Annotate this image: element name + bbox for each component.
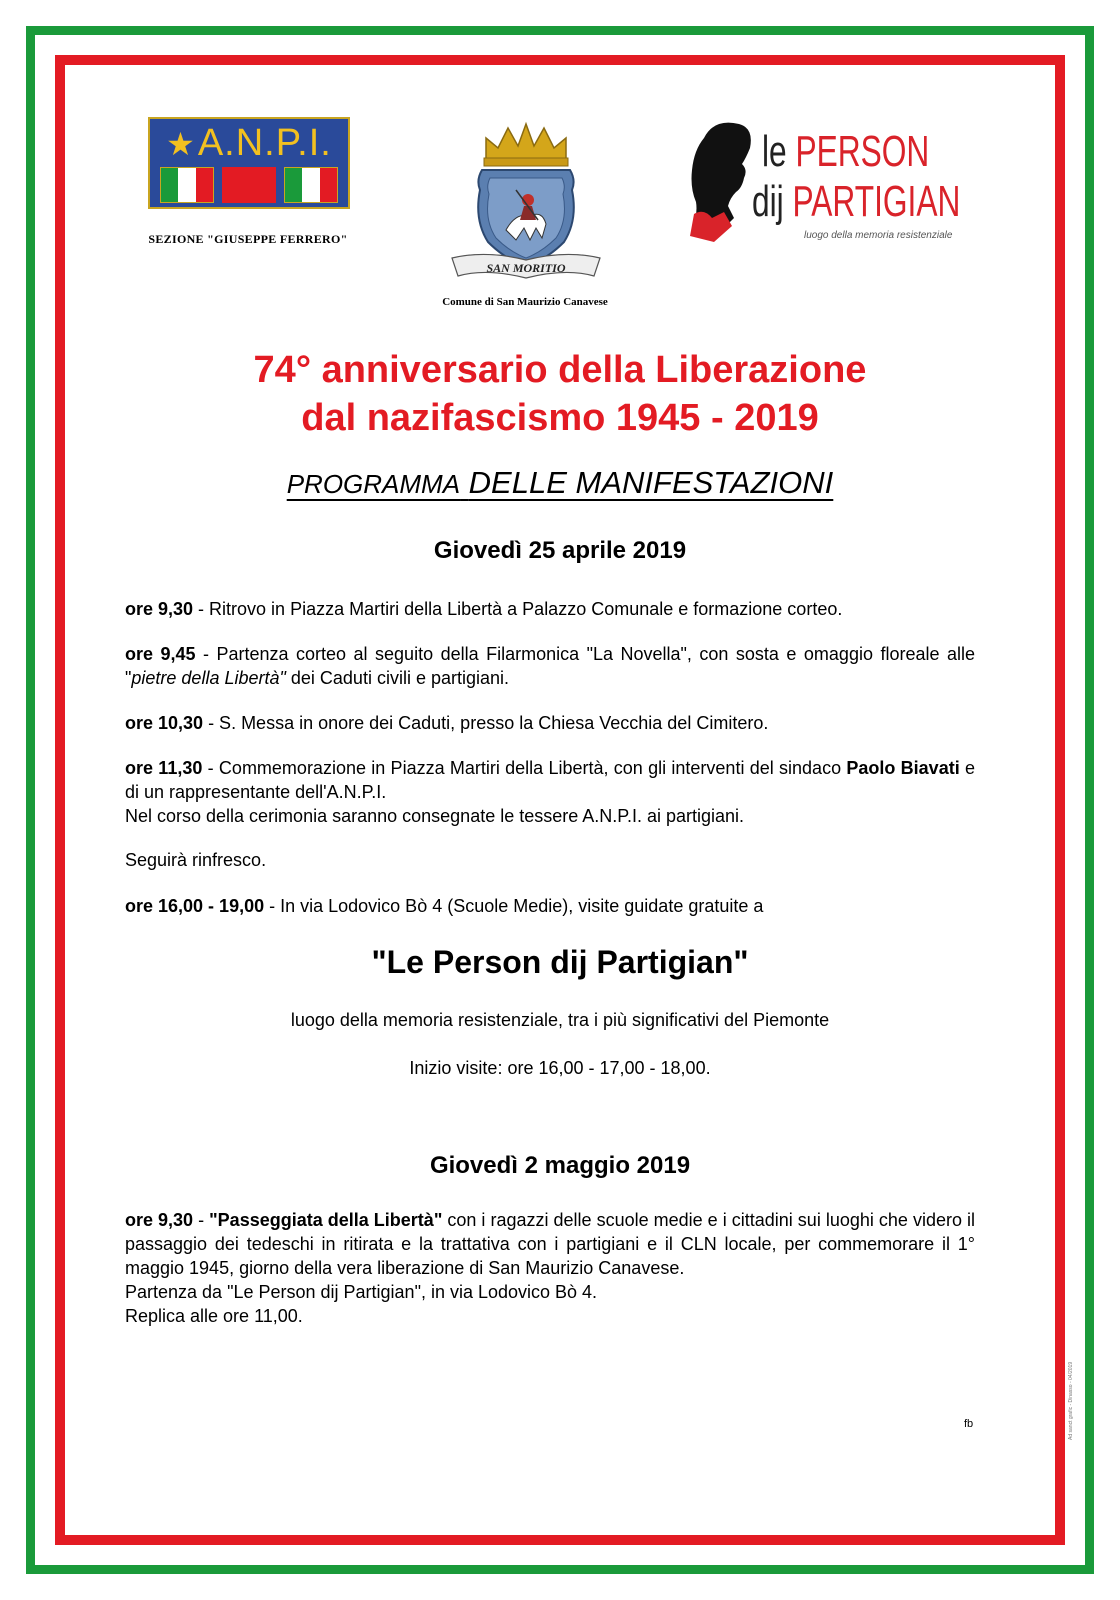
italian-flag-icon bbox=[160, 167, 214, 203]
signature: fb bbox=[964, 1418, 974, 1430]
crest-motto: SAN MORITIO bbox=[486, 261, 566, 275]
event-item: ore 11,30 - Commemorazione in Piazza Martiri della Libertà, con gli interventi del sindaco Paolo Biavati e di un rappresentante dell'A.N.P.I. Nel corso della cerimonia saranno consegnate le tessere A.N.P.I. ai partigiani. bbox=[125, 758, 976, 826]
program-subtitle: PROGRAMMA DELLE MANIFESTAZIONI bbox=[286, 465, 834, 500]
place-name: "Le Person dij Partigian" bbox=[371, 944, 749, 980]
visit-times: Inizio visite: ore 16,00 - 17,00 - 18,00. bbox=[409, 1058, 711, 1078]
anpi-logo bbox=[148, 117, 350, 209]
san-maurizio-crest-icon bbox=[446, 120, 606, 290]
event-item: ore 10,30 - S. Messa in onore dei Caduti, presso la Chiesa Vecchia del Cimitero. bbox=[125, 713, 769, 733]
anpi-red-band bbox=[222, 167, 276, 203]
event-item: ore 9,45 - Partenza corteo al seguito della Filarmonica "La Novella", con sosta e omaggio floreale alle "pietre della Libertà" dei Caduti civili e partigiani. bbox=[125, 644, 975, 688]
event-item: ore 16,00 - 19,00 - In via Lodovico Bò 4 (Scuole Medie), visite guidate gratuite a bbox=[125, 896, 764, 916]
day2-heading: Giovedì 2 maggio 2019 bbox=[429, 1152, 691, 1179]
lp-line1: le PERSON bbox=[762, 127, 930, 176]
star-icon: ★ bbox=[166, 126, 196, 162]
place-description: luogo della memoria resistenziale, tra i più significativi del Piemonte bbox=[290, 1010, 830, 1030]
comune-label: Comune di San Maurizio Canavese bbox=[442, 296, 608, 308]
day1-heading: Giovedì 25 aprile 2019 bbox=[433, 537, 687, 564]
anpi-flags bbox=[160, 167, 338, 203]
lp-tagline: luogo della memoria resistenziale bbox=[804, 230, 953, 241]
event-item: ore 9,30 - Ritrovo in Piazza Martiri della Libertà a Palazzo Comunale e formazione corteo. bbox=[125, 599, 843, 619]
footer-note: Ad sanct grafic - Dinasso - 04/2019 bbox=[1068, 1361, 1074, 1440]
event-item: Seguirà rinfresco. bbox=[125, 850, 267, 870]
lp-line2: dij PARTIGIAN bbox=[752, 177, 961, 226]
italian-flag-icon bbox=[284, 167, 338, 203]
anpi-sezione: SEZIONE "GIUSEPPE FERRERO" bbox=[148, 232, 348, 246]
anpi-logo-title: A.N.P.I. bbox=[197, 122, 332, 164]
page-title: 74° anniversario della Liberazione dal nazifascismo 1945 - 2019 bbox=[253, 349, 867, 439]
event-item: ore 9,30 - "Passeggiata della Libertà" con i ragazzi delle scuole medie e i cittadini sui luoghi che videro il passaggio dei tedeschi in ritirata e la trattativa con i partigiani e il CLN locale, per commemorare il 1° maggio 1945, giorno della vera liberazione di San Maurizio Canavese. Partenza da "Le Person dij Partigian", in via Lodovico Bò 4. Replica alle ore 11,00. bbox=[125, 1210, 976, 1326]
